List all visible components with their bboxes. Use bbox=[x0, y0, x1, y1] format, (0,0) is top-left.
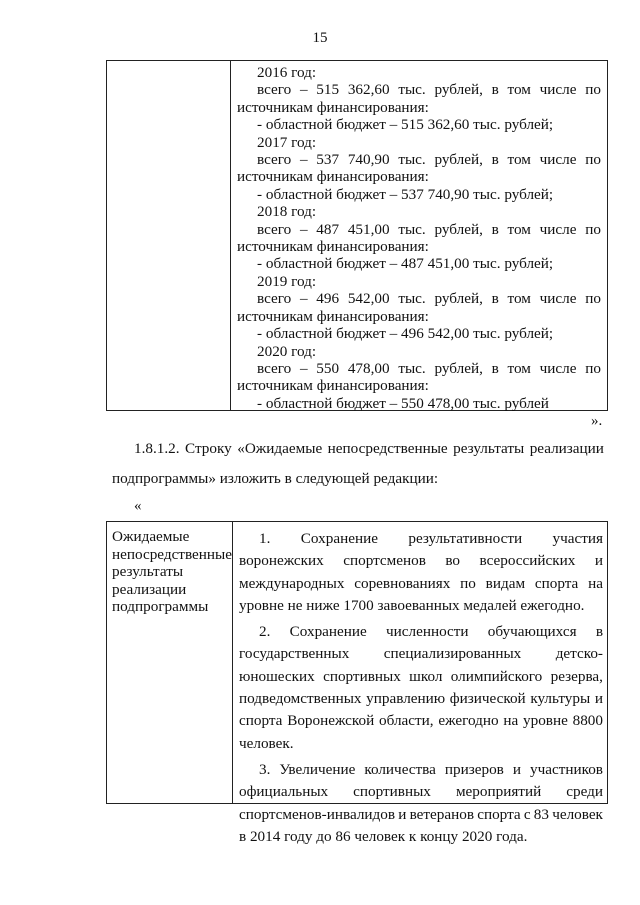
word: «Ожидаемые bbox=[237, 440, 323, 457]
word: тыс. bbox=[398, 359, 426, 377]
word: том bbox=[507, 151, 531, 169]
word: в bbox=[491, 220, 499, 238]
word: спортивных bbox=[353, 783, 431, 801]
word: численности bbox=[386, 623, 469, 641]
year-heading: 2019 год: bbox=[257, 272, 317, 290]
word: спорта bbox=[477, 805, 521, 823]
year-heading: 2018 год: bbox=[257, 203, 317, 221]
word: числе bbox=[539, 220, 577, 238]
word: 83 bbox=[533, 805, 549, 823]
word: рублей, bbox=[434, 290, 483, 308]
total-line-continued: источникам финансирования: bbox=[237, 238, 429, 256]
result-line bbox=[239, 621, 603, 643]
word: 2. bbox=[259, 623, 271, 641]
word: рублей, bbox=[434, 151, 483, 169]
opening-quote: « bbox=[134, 498, 142, 514]
word: – bbox=[299, 151, 308, 169]
total-line-continued: источникам финансирования: bbox=[237, 98, 429, 116]
total-line-continued: источникам финансирования: bbox=[237, 168, 429, 186]
word: видам bbox=[485, 574, 526, 592]
results-table bbox=[106, 521, 608, 845]
word: в bbox=[491, 151, 499, 169]
word: – bbox=[299, 359, 308, 377]
year-heading: 2016 год: bbox=[257, 64, 317, 81]
total-line bbox=[237, 221, 601, 238]
word: на bbox=[588, 574, 603, 592]
closing-quote: ». bbox=[591, 413, 603, 429]
word: резерва, bbox=[550, 667, 603, 685]
word: в bbox=[491, 359, 499, 377]
word: 478,00 bbox=[347, 359, 390, 377]
funding-table bbox=[106, 60, 608, 411]
regional-budget-line: - областной бюджет – 550 478,00 тыс. рублей bbox=[257, 394, 549, 412]
label-line: непосредственные bbox=[112, 545, 232, 563]
word: по bbox=[585, 359, 601, 377]
result-line bbox=[239, 666, 603, 688]
word: области, bbox=[379, 712, 434, 730]
total-line bbox=[237, 151, 601, 168]
word: управлению bbox=[366, 690, 446, 708]
word: всего bbox=[257, 220, 292, 238]
word: 3. bbox=[259, 760, 271, 778]
result-line bbox=[239, 710, 603, 732]
word: количества bbox=[364, 760, 436, 778]
word: всего bbox=[257, 290, 292, 308]
word: 537 bbox=[316, 151, 340, 169]
word: спортсменов bbox=[343, 552, 426, 570]
regional-budget-line: - областной бюджет – 487 451,00 тыс. рублей; bbox=[257, 255, 554, 273]
word: ветеранов bbox=[409, 805, 475, 823]
label-line: реализации bbox=[112, 580, 187, 598]
word: том bbox=[507, 220, 531, 238]
result-line bbox=[239, 573, 603, 595]
word: всего bbox=[257, 151, 292, 169]
paragraph-line-2: подпрограммы» изложить в следующей редакции: bbox=[112, 470, 439, 487]
result-line bbox=[239, 781, 603, 803]
total-line-continued: источникам финансирования: bbox=[237, 307, 429, 325]
word: уровне bbox=[523, 712, 568, 730]
word: Увеличение bbox=[279, 760, 356, 778]
word: по bbox=[585, 220, 601, 238]
result-line bbox=[239, 643, 603, 665]
word: человек bbox=[552, 805, 603, 823]
result-line: в 2014 году до 86 человек к концу 2020 года. bbox=[239, 827, 528, 845]
word: 1.8.1.2. bbox=[134, 440, 180, 457]
year-heading: 2020 год: bbox=[257, 342, 317, 360]
word: 487 bbox=[316, 220, 340, 238]
result-line bbox=[239, 688, 603, 710]
result-line bbox=[239, 759, 603, 781]
word: соревнованиях bbox=[354, 574, 451, 592]
result-line bbox=[239, 804, 603, 826]
word: культуры bbox=[530, 690, 591, 708]
word: тыс. bbox=[398, 290, 426, 308]
word: рублей, bbox=[434, 359, 483, 377]
result-line bbox=[239, 550, 603, 572]
word: государственных bbox=[239, 645, 350, 663]
word: в bbox=[491, 290, 499, 308]
word: числе bbox=[539, 81, 577, 99]
word: с bbox=[523, 805, 531, 823]
result-line: человек. bbox=[239, 734, 294, 752]
results-table-label-cell bbox=[107, 522, 233, 803]
word: реализации bbox=[529, 440, 604, 457]
word: непосредственные bbox=[327, 440, 448, 457]
word: рублей, bbox=[434, 220, 483, 238]
word: во bbox=[445, 552, 461, 570]
word: Сохранение bbox=[300, 530, 378, 547]
label-line: Ожидаемые bbox=[112, 528, 190, 545]
word: 1. bbox=[259, 530, 271, 547]
results-table-content-cell bbox=[233, 522, 607, 845]
word: и bbox=[594, 690, 603, 708]
word: результаты bbox=[453, 440, 525, 457]
word: числе bbox=[539, 359, 577, 377]
word: участников bbox=[530, 760, 603, 778]
word: – bbox=[299, 220, 308, 238]
result-line: уровне не ниже 1700 завоеванных медалей ежегодно. bbox=[239, 596, 585, 614]
word: по bbox=[585, 151, 601, 169]
total-line bbox=[237, 360, 601, 377]
word: 550 bbox=[316, 359, 340, 377]
word: спортсменов-инвалидов bbox=[239, 805, 396, 823]
word: на bbox=[503, 712, 519, 730]
word: школ bbox=[409, 667, 443, 685]
word: мероприятий bbox=[455, 783, 542, 801]
word: в bbox=[595, 623, 603, 641]
word: по bbox=[460, 574, 476, 592]
word: – bbox=[299, 81, 308, 99]
word: том bbox=[507, 359, 531, 377]
word: международных bbox=[239, 574, 345, 592]
word: всего bbox=[257, 359, 292, 377]
word: призеров bbox=[444, 760, 504, 778]
word: 515 bbox=[316, 81, 340, 99]
word: спорта bbox=[534, 574, 579, 592]
word: 8800 bbox=[572, 712, 603, 730]
total-line bbox=[237, 290, 601, 307]
word: юношеских bbox=[239, 667, 315, 685]
word: по bbox=[585, 290, 601, 308]
funding-table-right-cell bbox=[231, 61, 607, 410]
regional-budget-line: - областной бюджет – 496 542,00 тыс. рублей; bbox=[257, 325, 554, 343]
word: по bbox=[585, 81, 601, 99]
word: результативности bbox=[408, 530, 523, 547]
word: среди bbox=[566, 783, 603, 801]
word: в bbox=[491, 81, 499, 99]
page-number: 15 bbox=[312, 30, 328, 46]
regional-budget-line: - областной бюджет – 537 740,90 тыс. рублей; bbox=[257, 185, 554, 203]
word: рублей, bbox=[434, 81, 483, 99]
word: Сохранение bbox=[289, 623, 367, 641]
word: официальных bbox=[239, 783, 329, 801]
word: всего bbox=[257, 81, 292, 99]
word: 451,00 bbox=[347, 220, 390, 238]
year-heading: 2017 год: bbox=[257, 133, 317, 151]
word: числе bbox=[539, 151, 577, 169]
word: Воронежской bbox=[287, 712, 375, 730]
total-line bbox=[237, 81, 601, 98]
word: числе bbox=[539, 290, 577, 308]
word: обучающихся bbox=[487, 623, 577, 641]
word: и bbox=[398, 805, 407, 823]
paragraph-line-1 bbox=[134, 440, 604, 458]
word: и bbox=[512, 760, 521, 778]
word: подведомственных bbox=[239, 690, 362, 708]
word: воронежских bbox=[239, 552, 324, 570]
regional-budget-line: - областной бюджет – 515 362,60 тыс. рублей; bbox=[257, 116, 554, 134]
word: 740,90 bbox=[347, 151, 390, 169]
word: тыс. bbox=[398, 151, 426, 169]
total-line-continued: источникам финансирования: bbox=[237, 377, 429, 395]
word: специализированных bbox=[383, 645, 522, 663]
word: и bbox=[594, 552, 603, 570]
word: спорта bbox=[239, 712, 283, 730]
word: физической bbox=[449, 690, 526, 708]
word: участия bbox=[552, 530, 603, 547]
word: всероссийских bbox=[479, 552, 576, 570]
word: том bbox=[507, 81, 531, 99]
word: тыс. bbox=[398, 81, 426, 99]
word: олимпийского bbox=[450, 667, 543, 685]
word: тыс. bbox=[398, 220, 426, 238]
funding-table-left-cell bbox=[107, 61, 231, 410]
word: 362,60 bbox=[347, 81, 390, 99]
word: детско- bbox=[555, 645, 603, 663]
word: 496 bbox=[316, 290, 340, 308]
word: – bbox=[299, 290, 308, 308]
result-line bbox=[239, 528, 603, 550]
label-line: подпрограммы bbox=[112, 598, 209, 616]
label-line: результаты bbox=[112, 563, 184, 581]
word: 542,00 bbox=[347, 290, 390, 308]
word: том bbox=[507, 290, 531, 308]
word: Строку bbox=[185, 440, 232, 457]
word: спортивных bbox=[323, 667, 401, 685]
word: ежегодно bbox=[438, 712, 499, 730]
